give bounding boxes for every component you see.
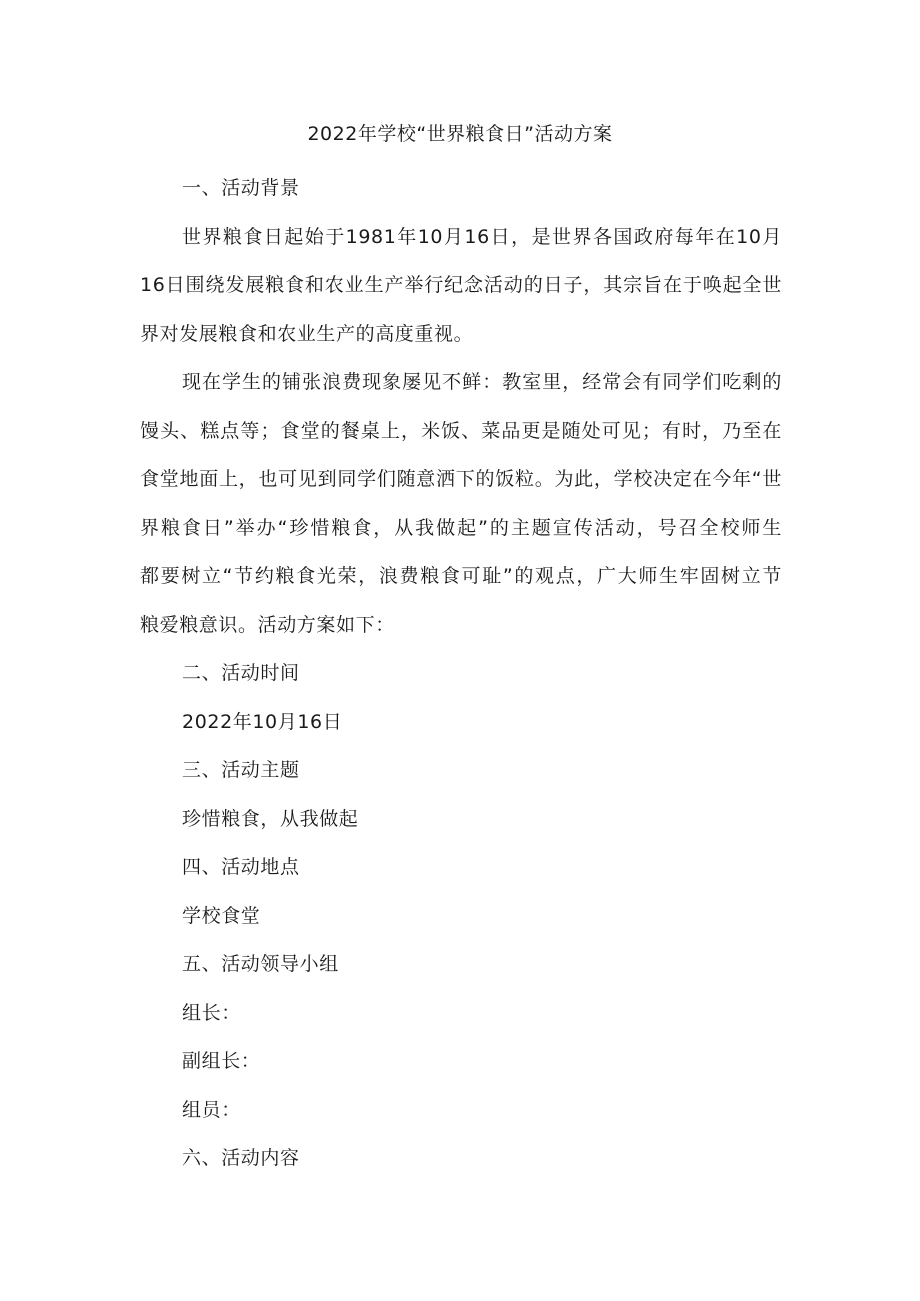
document-line: 现在学生的铺张浪费现象屡见不鲜：教室里，经常会有同学们吃剩的 — [182, 371, 782, 393]
document-line: 粮爱粮意识。活动方案如下： — [140, 613, 395, 636]
document-line: 四、活动地点 — [182, 856, 300, 878]
document-line: 二、活动时间 — [182, 662, 300, 684]
document-line: 学校食堂 — [182, 904, 261, 927]
document-line: 界对发展粮食和农业生产的高度重视。 — [140, 322, 474, 345]
document-line: 2022年10月16日 — [182, 710, 343, 733]
document-title: 2022年学校“世界粮食日”活动方案 — [307, 123, 613, 145]
document-line: 六、活动内容 — [182, 1147, 300, 1169]
document-body — [140, 164, 782, 1183]
document-line: 三、活动主题 — [182, 759, 300, 781]
document-line: 组长： — [182, 1001, 241, 1024]
document-line: 食堂地面上，也可见到同学们随意洒下的饭粒。为此，学校决定在今年“世 — [140, 468, 782, 490]
document-line: 一、活动背景 — [182, 177, 300, 199]
document-line: 馒头、糕点等；食堂的餐桌上，米饭、菜品更是随处可见；有时，乃至在 — [140, 419, 782, 442]
document-line: 16日围绕发展粮食和农业生产举行纪念活动的日子，其宗旨在于唤起全世 — [140, 274, 782, 296]
document-line: 世界粮食日起始于1981年10月16日，是世界各国政府每年在10月 — [182, 225, 782, 248]
document-line: 珍惜粮食，从我做起 — [182, 807, 359, 830]
document-line: 副组长： — [182, 1050, 261, 1072]
document-line: 都要树立“节约粮食光荣，浪费粮食可耻”的观点，广大师生牢固树立节 — [140, 565, 782, 587]
document-line: 组员： — [182, 1098, 241, 1121]
document-line: 界粮食日”举办“珍惜粮食，从我做起”的主题宣传活动，号召全校师生 — [140, 516, 782, 539]
document-line: 五、活动领导小组 — [182, 953, 339, 975]
